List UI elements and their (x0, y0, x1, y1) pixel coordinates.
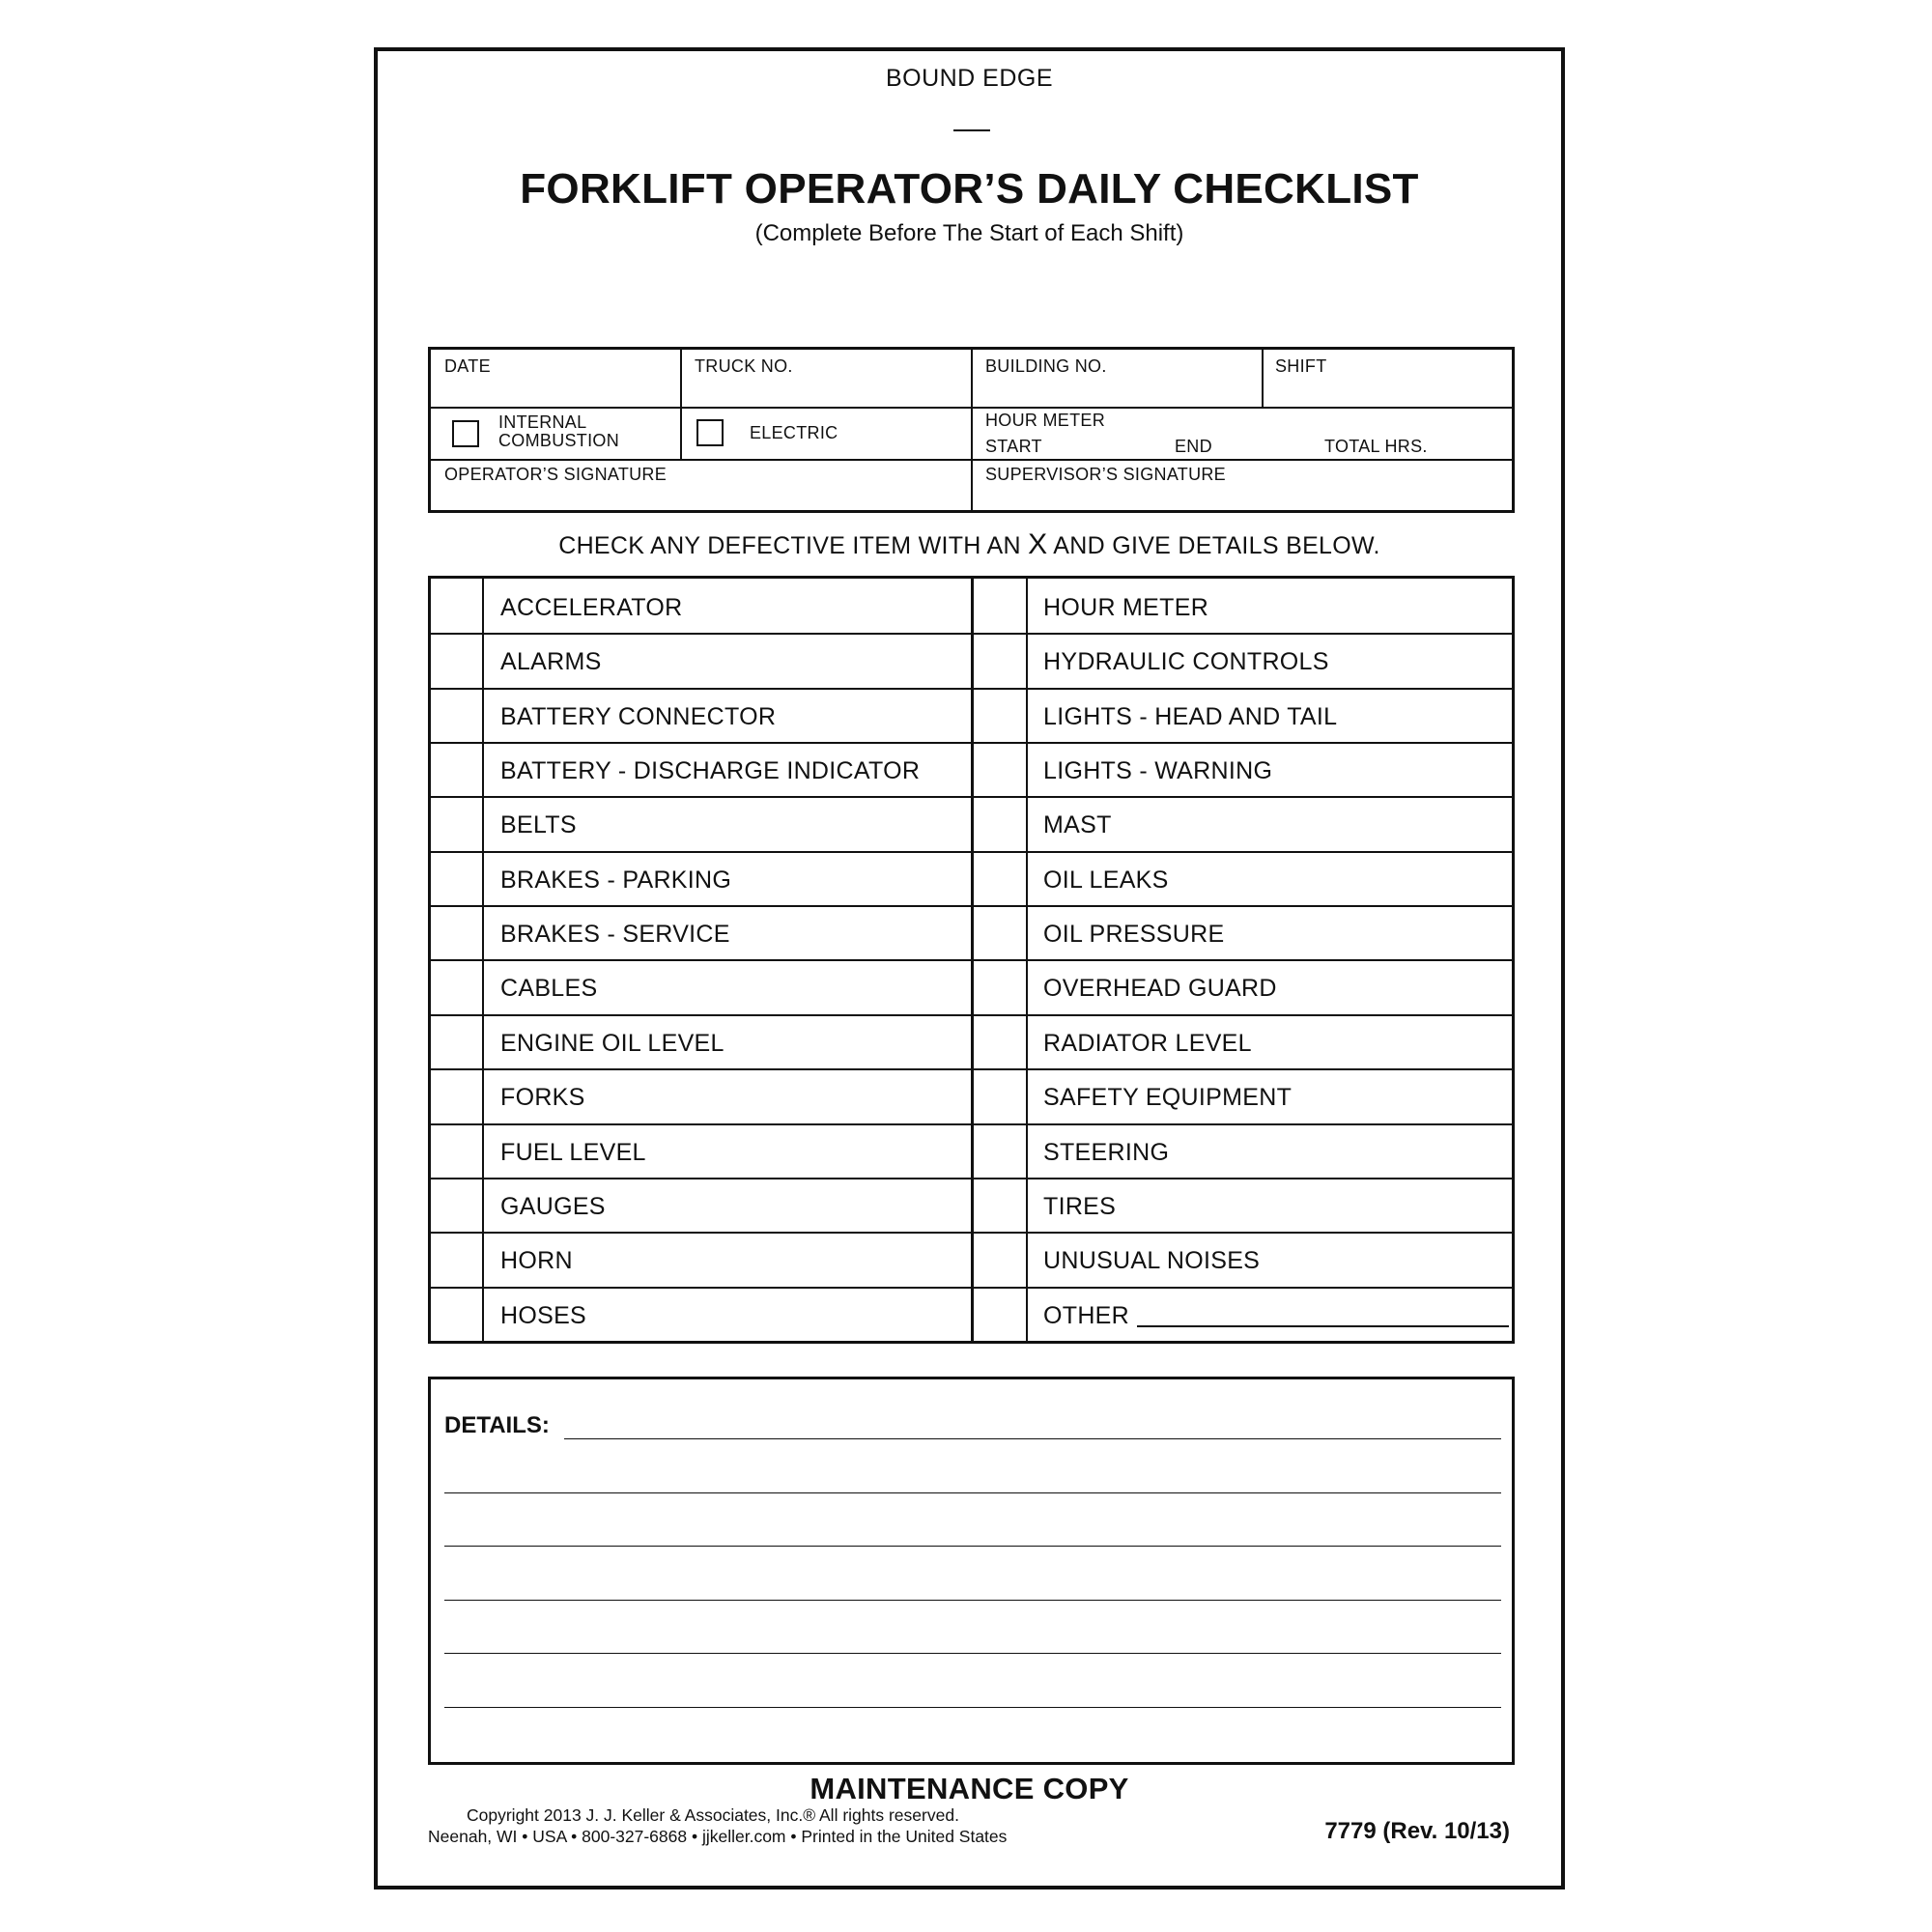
checklist-item-left: BRAKES - PARKING (500, 866, 732, 894)
details-line[interactable] (444, 1546, 1501, 1547)
details-line[interactable] (444, 1492, 1501, 1493)
form-number: 7779 (Rev. 10/13) (1324, 1818, 1510, 1844)
row-divider (431, 796, 1512, 798)
details-line[interactable] (444, 1707, 1501, 1708)
hour-meter-end-field[interactable]: END (1175, 437, 1212, 456)
checklist-item-right: HYDRAULIC CONTROLS (1043, 648, 1329, 676)
checklist-item-right: OTHER (1043, 1301, 1129, 1329)
hour-meter-start-field[interactable]: START (985, 437, 1042, 456)
row-divider (431, 1014, 1512, 1016)
address-text: Neenah, WI • USA • 800-327-6868 • jjkeller.com • Printed in the United States (428, 1827, 1008, 1846)
electric-label: ELECTRIC (750, 423, 838, 442)
supervisor-signature-field[interactable]: SUPERVISOR’S SIGNATURE (985, 465, 1226, 484)
defect-checkbox[interactable] (977, 635, 1024, 685)
checklist-item-right: STEERING (1043, 1138, 1170, 1166)
defect-checkbox[interactable] (433, 853, 480, 903)
date-field[interactable]: DATE (444, 356, 491, 376)
defect-checkbox[interactable] (977, 1234, 1024, 1284)
details-line[interactable] (444, 1653, 1501, 1654)
divider (680, 350, 682, 407)
checklist-item-right: HOUR METER (1043, 594, 1209, 621)
operator-signature-field[interactable]: OPERATOR’S SIGNATURE (444, 465, 668, 484)
details-line[interactable] (444, 1600, 1501, 1601)
checklist-item-right: SAFETY EQUIPMENT (1043, 1084, 1293, 1112)
defect-checkbox[interactable] (977, 1125, 1024, 1176)
row-divider (431, 851, 1512, 853)
checklist-item-left: BATTERY - DISCHARGE INDICATOR (500, 757, 921, 785)
defect-checkbox[interactable] (433, 744, 480, 794)
checklist-item-left: CABLES (500, 975, 598, 1003)
defect-checkbox[interactable] (433, 635, 480, 685)
row-divider (431, 1287, 1512, 1289)
instruction-mark: X (1028, 528, 1048, 560)
details-line[interactable] (564, 1438, 1501, 1439)
checklist-item-left: BRAKES - SERVICE (500, 921, 730, 949)
truck-no-field[interactable]: TRUCK NO. (695, 356, 793, 376)
defect-checkbox[interactable] (977, 1070, 1024, 1121)
defect-checkbox[interactable] (433, 1179, 480, 1230)
checklist-item-left: ENGINE OIL LEVEL (500, 1029, 724, 1057)
defect-checkbox[interactable] (433, 961, 480, 1011)
copy-type-label: MAINTENANCE COPY (810, 1772, 1129, 1805)
instruction-before: CHECK ANY DEFECTIVE ITEM WITH AN (558, 532, 1029, 559)
form-title: FORKLIFT OPERATOR’S DAILY CHECKLIST (520, 165, 1419, 213)
checklist-item-left: ALARMS (500, 648, 602, 676)
divider (680, 407, 682, 459)
defect-checkbox[interactable] (433, 581, 480, 631)
checklist-item-left: BELTS (500, 811, 577, 839)
shift-field[interactable]: SHIFT (1275, 356, 1327, 376)
defect-checkbox[interactable] (433, 798, 480, 848)
checklist-item-right: RADIATOR LEVEL (1043, 1029, 1252, 1057)
checklist-item-left: GAUGES (500, 1192, 606, 1220)
copyright-text: Copyright 2013 J. J. Keller & Associates, Inc.® All rights reserved. (467, 1805, 959, 1825)
bound-edge-label: BOUND EDGE (885, 65, 1054, 92)
form-subtitle: (Complete Before The Start of Each Shift) (754, 220, 1184, 246)
defect-checkbox[interactable] (977, 798, 1024, 848)
checklist-item-right: MAST (1043, 811, 1112, 839)
row-divider (431, 959, 1512, 961)
checklist-item-right: OVERHEAD GUARD (1043, 975, 1277, 1003)
internal-label-line1: INTERNAL (498, 412, 587, 432)
defect-checkbox[interactable] (977, 907, 1024, 957)
row-divider (431, 1178, 1512, 1179)
internal-combustion-label (498, 413, 619, 450)
checklist-form (374, 47, 1565, 1889)
defect-checkbox[interactable] (977, 853, 1024, 903)
checklist-item-left: FORKS (500, 1084, 585, 1112)
defect-checkbox[interactable] (433, 907, 480, 957)
defect-checkbox[interactable] (977, 744, 1024, 794)
checklist-item-left: HOSES (500, 1301, 587, 1329)
defect-checkbox[interactable] (977, 961, 1024, 1011)
instruction-text (378, 528, 1561, 561)
defect-checklist-grid (428, 576, 1515, 1344)
internal-label-line2: COMBUSTION (498, 431, 620, 450)
hour-meter-label: HOUR METER (985, 411, 1105, 430)
row-divider (431, 688, 1512, 690)
row-divider (431, 1123, 1512, 1125)
defect-checkbox[interactable] (977, 690, 1024, 740)
checklist-item-left: ACCELERATOR (500, 594, 683, 621)
defect-checkbox[interactable] (433, 1016, 480, 1066)
checklist-item-right: OIL LEAKS (1043, 866, 1169, 894)
building-no-field[interactable]: BUILDING NO. (985, 356, 1107, 376)
checklist-item-right: LIGHTS - HEAD AND TAIL (1043, 702, 1338, 730)
defect-checkbox[interactable] (433, 1070, 480, 1121)
divider (1262, 350, 1264, 407)
internal-combustion-checkbox[interactable] (452, 420, 479, 447)
defect-checkbox[interactable] (433, 1125, 480, 1176)
defect-checkbox[interactable] (433, 1234, 480, 1284)
total-hours-field[interactable]: TOTAL HRS. (1324, 437, 1428, 456)
checklist-item-right: OIL PRESSURE (1043, 921, 1225, 949)
checklist-item-right: TIRES (1043, 1192, 1117, 1220)
checklist-item-left: BATTERY CONNECTOR (500, 702, 777, 730)
row-divider (431, 633, 1512, 635)
defect-checkbox[interactable] (977, 1016, 1024, 1066)
defect-checkbox[interactable] (433, 690, 480, 740)
divider (971, 350, 973, 510)
details-label: DETAILS: (444, 1412, 550, 1438)
defect-checkbox[interactable] (977, 1289, 1024, 1339)
row-divider (431, 905, 1512, 907)
details-box[interactable] (428, 1377, 1515, 1765)
defect-checkbox[interactable] (977, 581, 1024, 631)
row-divider (431, 1232, 1512, 1234)
defect-checkbox[interactable] (977, 1179, 1024, 1230)
header-info-box (428, 347, 1515, 513)
checklist-item-right: UNUSUAL NOISES (1043, 1247, 1261, 1275)
other-write-in-line[interactable] (1137, 1325, 1509, 1327)
checklist-item-left: HORN (500, 1247, 573, 1275)
row-divider (431, 1068, 1512, 1070)
row-divider (431, 742, 1512, 744)
electric-checkbox[interactable] (696, 419, 724, 446)
bound-edge-mark (953, 129, 990, 131)
checklist-item-left: FUEL LEVEL (500, 1138, 646, 1166)
instruction-after: AND GIVE DETAILS BELOW. (1047, 532, 1380, 559)
checklist-item-right: LIGHTS - WARNING (1043, 757, 1273, 785)
defect-checkbox[interactable] (433, 1289, 480, 1339)
